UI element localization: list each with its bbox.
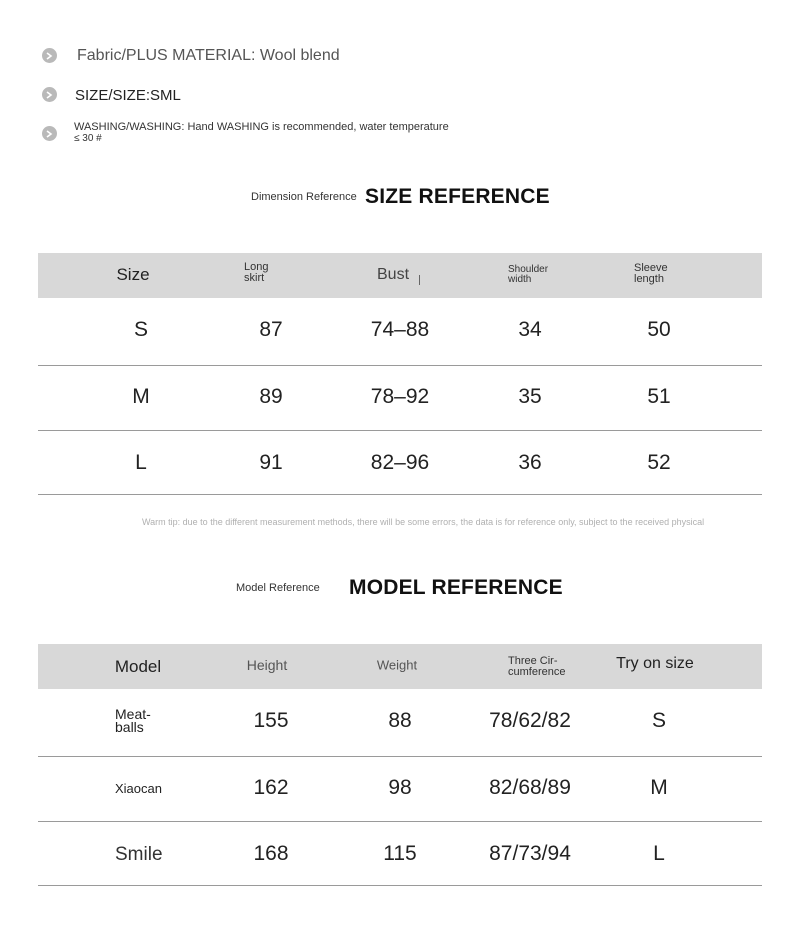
three-circumference-cell: 78/62/82	[489, 709, 571, 732]
size-table	[38, 253, 762, 495]
model-name-cell: Smile	[115, 844, 163, 865]
long-skirt-cell: 87	[259, 318, 283, 341]
bullet-icon	[42, 126, 57, 141]
header-weight: Weight	[376, 657, 418, 673]
weight-cell: 88	[388, 709, 412, 732]
shoulder-cell: 36	[518, 451, 542, 474]
long-skirt-cell: 91	[259, 451, 283, 474]
bullet-icon	[42, 87, 57, 102]
model-table	[38, 644, 762, 886]
row-divider	[38, 365, 762, 366]
weight-cell: 115	[383, 842, 417, 865]
warm-tip: Warm tip: due to the different measurement methods, there will be some errors, the data is for reference only, subject to the received physical	[142, 517, 705, 527]
header-shoulder-width: Shoulder width	[508, 264, 549, 285]
size-cell: L	[135, 451, 147, 474]
model-name-cell: Xiaocan	[115, 781, 162, 796]
sleeve-cell: 52	[647, 451, 671, 474]
washing-info-line2: ≤ 30 #	[74, 133, 102, 144]
try-on-size-cell: S	[651, 709, 667, 732]
shoulder-cell: 34	[518, 318, 542, 341]
sleeve-cell: 50	[647, 318, 671, 341]
weight-cell: 98	[388, 776, 412, 799]
three-circumference-cell: 87/73/94	[489, 842, 571, 865]
shoulder-cell: 35	[518, 385, 542, 408]
height-cell: 155	[253, 709, 289, 732]
bust-cell: 78–92	[370, 385, 430, 408]
row-divider	[38, 756, 762, 757]
size-section-title: SIZE REFERENCE	[365, 185, 550, 208]
header-divider-mark	[419, 275, 420, 285]
height-cell: 162	[253, 776, 289, 799]
try-on-size-cell: M	[650, 776, 668, 799]
header-bust: Bust	[376, 266, 410, 283]
row-divider	[38, 821, 762, 822]
row-divider	[38, 885, 762, 886]
model-name-cell: Meat- balls	[115, 706, 151, 735]
row-divider	[38, 494, 762, 495]
header-long-skirt: Long skirt	[244, 261, 269, 284]
header-model: Model	[114, 657, 162, 676]
sleeve-cell: 51	[647, 385, 671, 408]
header-height: Height	[246, 657, 288, 673]
washing-info-line1: WASHING/WASHING: Hand WASHING is recommended, water temperature	[74, 121, 449, 133]
bullet-icon	[42, 48, 57, 63]
height-cell: 168	[253, 842, 289, 865]
three-circumference-cell: 82/68/89	[489, 776, 571, 799]
size-section-subtitle: Dimension Reference	[251, 191, 357, 203]
fabric-info: Fabric/PLUS MATERIAL: Wool blend	[77, 47, 340, 64]
header-three-circumference: Three Cir- cumference	[508, 655, 566, 678]
size-table-header	[38, 253, 762, 298]
model-section-subtitle: Model Reference	[236, 582, 320, 594]
size-cell: M	[132, 385, 150, 408]
bust-cell: 82–96	[370, 451, 430, 474]
size-info: SIZE/SIZE:SML	[75, 87, 181, 104]
header-sleeve-length: Sleeve length	[634, 262, 668, 285]
row-divider	[38, 430, 762, 431]
header-size: Size	[116, 265, 150, 284]
long-skirt-cell: 89	[259, 385, 283, 408]
header-try-on-size: Try on size	[616, 655, 694, 672]
size-cell: S	[133, 318, 149, 341]
model-table-header	[38, 644, 762, 689]
model-section-title: MODEL REFERENCE	[349, 576, 563, 599]
bust-cell: 74–88	[370, 318, 430, 341]
try-on-size-cell: L	[653, 842, 665, 865]
